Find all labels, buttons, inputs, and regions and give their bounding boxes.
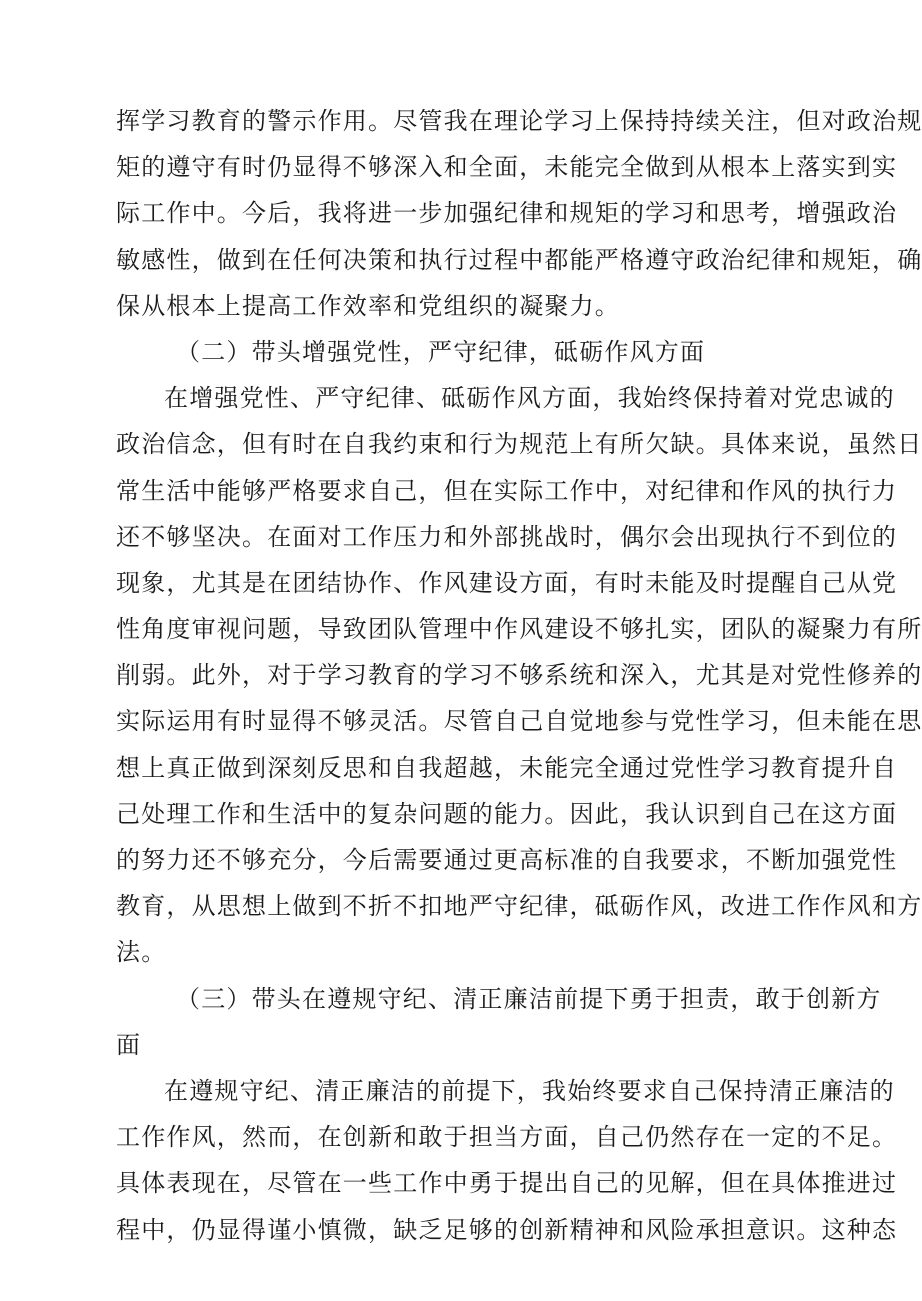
- text-line: 在增强党性、严守纪律、砥砺作风方面，我始终保持着对党忠诚的: [164, 384, 895, 413]
- text-line: 己处理工作和生活中的复杂问题的能力。因此，我认识到自己在这方面: [116, 799, 898, 828]
- section-heading-2: [116, 329, 824, 375]
- text-line: 矩的遵守有时仍显得不够深入和全面，未能完全做到从根本上落实到实: [116, 153, 898, 182]
- text-line: 具体表现在，尽管在一些工作中勇于提出自己的见解，但在具体推进过: [116, 1169, 898, 1198]
- paragraph-2: [116, 375, 922, 975]
- text-line: 还不够坚决。在面对工作压力和外部挑战时，偶尔会出现执行不到位的: [116, 522, 898, 551]
- text-line: 性角度审视问题，导致团队管理中作风建设不够扎实，团队的凝聚力有所: [116, 615, 922, 644]
- text-line: 的努力还不够充分，今后需要通过更高标准的自我要求，不断加强党性: [116, 846, 898, 874]
- text-line: 法。: [116, 938, 167, 967]
- heading-line: （二）带头增强党性，严守纪律，砥砺作风方面: [176, 337, 706, 366]
- text-line: 想上真正做到深刻反思和自我超越，未能完全通过党性学习教育提升自: [116, 753, 898, 782]
- text-line: 保从根本上提高工作效率和党组织的凝聚力。: [116, 291, 620, 320]
- paragraph-continued: [116, 98, 922, 329]
- text-line: 现象，尤其是在团结协作、作风建设方面，有时未能及时提醒自己从党: [116, 568, 898, 597]
- text-line: 际工作中。今后，我将进一步加强纪律和规矩的学习和思考，增强政治: [116, 199, 898, 228]
- heading-line: 面: [116, 1030, 142, 1059]
- paragraph-3: [116, 1068, 898, 1253]
- text-line: 政治信念，但有时在自我约束和行为规范上有所欠缺。具体来说，虽然日: [116, 430, 922, 459]
- text-line: 教育，从思想上做到不折不扣地严守纪律，砥砺作风，改进工作作风和方: [116, 892, 922, 921]
- text-line: 削弱。此外，对于学习教育的学习不够系统和深入，尤其是对党性修养的: [116, 661, 922, 690]
- heading-line: （三）带头在遵规守纪、清正廉洁前提下勇于担责，敢于创新方: [176, 984, 882, 1013]
- text-line: 常生活中能够严格要求自己，但在实际工作中，对纪律和作风的执行力: [116, 476, 898, 505]
- text-line: 在遵规守纪、清正廉洁的前提下，我始终要求自己保持清正廉洁的: [164, 1076, 895, 1105]
- section-heading-3: [116, 976, 882, 1068]
- text-line: 程中，仍显得谨小慎微，缺乏足够的创新精神和风险承担意识。这种态: [116, 1215, 898, 1244]
- text-line: 工作作风，然而，在创新和敢于担当方面，自己仍然存在一定的不足。: [116, 1123, 898, 1152]
- text-line: 实际运用有时显得不够灵活。尽管自己自觉地参与党性学习，但未能在思: [116, 707, 922, 736]
- text-line: 挥学习教育的警示作用。尽管我在理论学习上保持持续关注，但对政治规: [116, 107, 922, 135]
- text-line: 敏感性，做到在任何决策和执行过程中都能严格遵守政治纪律和规矩，确: [116, 245, 922, 274]
